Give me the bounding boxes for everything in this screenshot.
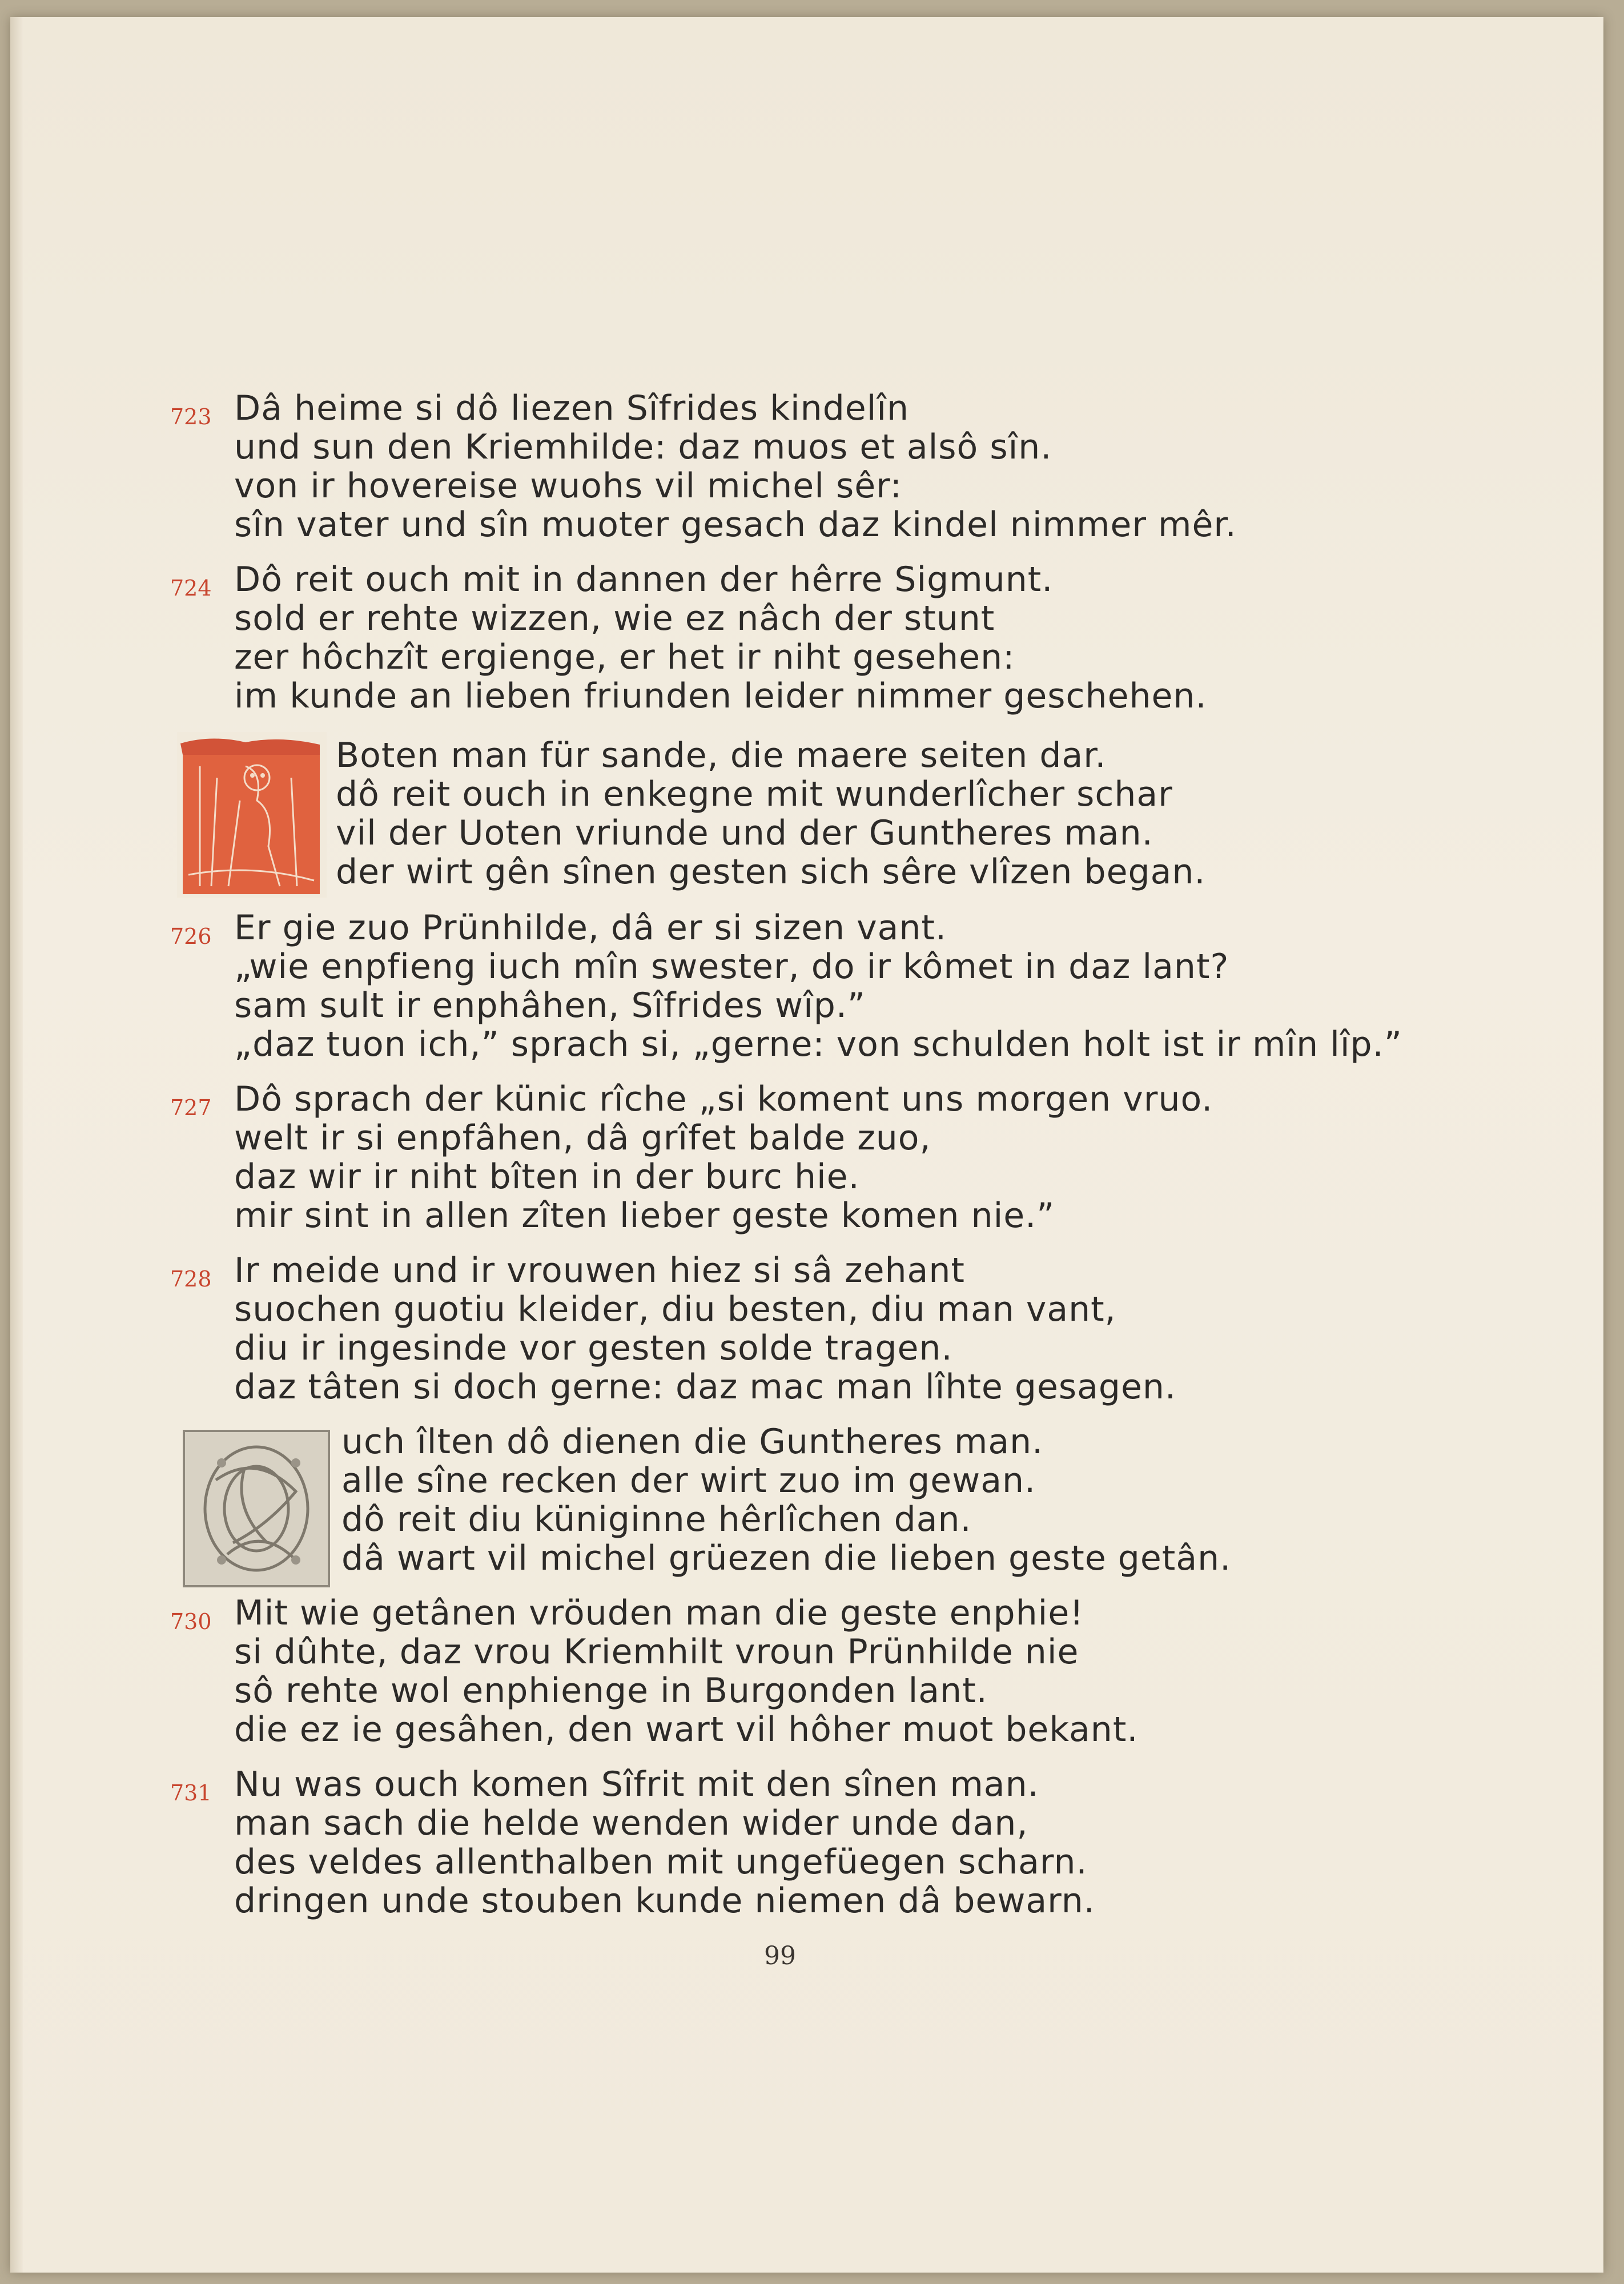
verse-line: Mit wie getânen vröuden man die geste enphie! [234, 1593, 1084, 1633]
stanza-number: 723 [170, 404, 212, 429]
verse-line: sam sult ir enphâhen, Sîfrides wîp.” [234, 986, 866, 1026]
stanza-number: 731 [170, 1780, 212, 1806]
verse-line: Nu was ouch komen Sîfrit mit den sînen man. [234, 1764, 1039, 1804]
verse-line: sô rehte wol enphienge in Burgonden lant. [234, 1671, 988, 1711]
verse-line: si dûhte, daz vrou Kriemhilt vroun Prünhilde nie [234, 1632, 1079, 1672]
stanza-number: 728 [170, 1266, 212, 1292]
page-number: 99 [764, 1941, 796, 1971]
verse-line: dringen unde stouben kunde niemen dâ bewarn. [234, 1881, 1095, 1921]
verse-line: zer hôchzît ergienge, er het ir niht gesehen: [234, 637, 1015, 677]
verse-line: daz tâten si doch gerne: daz mac man lîhte gesagen. [234, 1367, 1176, 1407]
stanza-number: 724 [170, 576, 212, 601]
verse-line: diu ir ingesinde vor gesten solde tragen. [234, 1328, 953, 1368]
verse-line: suochen guotiu kleider, diu besten, diu man vant, [234, 1289, 1116, 1329]
verse-line: Dâ heime si dô liezen Sîfrides kindelîn [234, 388, 910, 428]
verse-line: „daz tuon ich,” sprach si, „gerne: von schulden holt ist ir mîn lîp.” [234, 1024, 1402, 1064]
stanza-number: 730 [170, 1609, 212, 1634]
verse-line: welt ir si enpfâhen, dâ grîfet balde zuo, [234, 1118, 931, 1158]
verse-line: daz wir ir niht bîten in der burc hie. [234, 1157, 860, 1197]
verse-line: sîn vater und sîn muoter gesach daz kindel nimmer mêr. [234, 505, 1237, 545]
book-page [10, 17, 1603, 2273]
verse-line: alle sîne recken der wirt zuo im gewan. [341, 1461, 1036, 1501]
verse-line: Dô reit ouch mit in dannen der hêrre Sigmunt. [234, 560, 1054, 600]
verse-line: vil der Uoten vriunde und der Guntheres man. [336, 813, 1153, 853]
verse-line: man sach die helde wenden wider unde dan, [234, 1803, 1028, 1843]
verse-line: des veldes allenthalben mit ungefüegen scharn. [234, 1842, 1088, 1882]
verse-line: Ir meide und ir vrouwen hiez si sâ zehant [234, 1250, 965, 1290]
verse-line: Dô sprach der künic rîche „si koment uns morgen vruo. [234, 1079, 1213, 1119]
verse-line: dô reit ouch in enkegne mit wunderlîcher schar [336, 774, 1173, 814]
verse-line: uch îlten dô dienen die Guntheres man. [341, 1422, 1044, 1462]
verse-line: dâ wart vil michel grüezen die lieben geste getân. [341, 1538, 1232, 1578]
woodcut-initial-icon [177, 732, 327, 898]
ornamental-initial-icon [182, 1429, 331, 1589]
verse-line: sold er rehte wizzen, wie ez nâch der stunt [234, 598, 995, 638]
verse-line: die ez ie gesâhen, den wart vil hôher muot bekant. [234, 1710, 1139, 1750]
verse-line: Er gie zuo Prünhilde, dâ er si sizen vant. [234, 908, 947, 948]
verse-line: von ir hovereise wuohs vil michel sêr: [234, 466, 902, 506]
verse-line: „wie enpfieng iuch mîn swester, do ir kômet in daz lant? [234, 947, 1229, 987]
verse-line: der wirt gên sînen gesten sich sêre vlîzen began. [336, 852, 1206, 892]
verse-line: und sun den Kriemhilde: daz muos et alsô sîn. [234, 427, 1052, 467]
stanza-number: 727 [170, 1095, 212, 1120]
verse-line: im kunde an lieben friunden leider nimmer geschehen. [234, 676, 1207, 716]
stanza-number: 726 [170, 924, 212, 949]
verse-line: Boten man für sande, die maere seiten dar. [336, 735, 1107, 775]
verse-line: dô reit diu küniginne hêrlîchen dan. [341, 1499, 972, 1539]
verse-line: mir sint in allen zîten lieber geste komen nie.” [234, 1196, 1055, 1236]
